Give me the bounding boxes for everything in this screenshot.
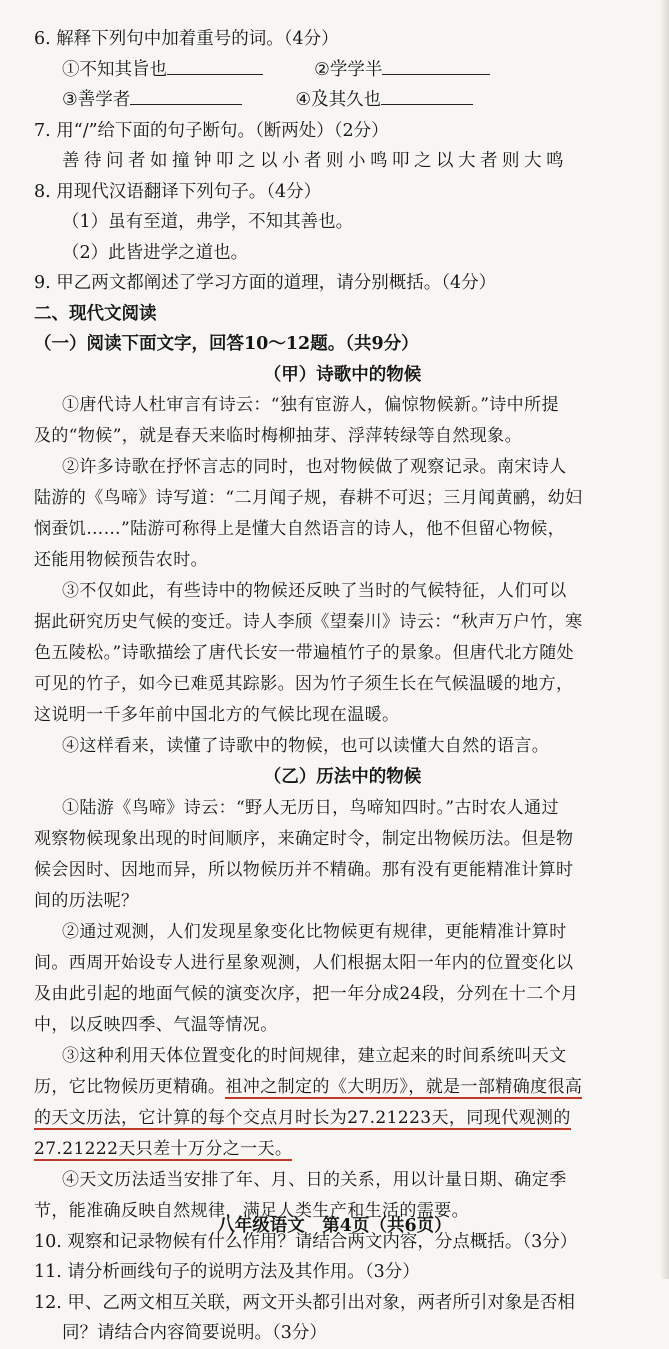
yi-p1-l2: 观察物候现象出现的时间顺序，来确定时令，制定出物候历法。但是物 xyxy=(34,828,574,849)
yi-p1-l4: 间的历法呢？ xyxy=(34,890,139,911)
q6-item1: ①不知其旨也 xyxy=(62,59,167,80)
yi-p4-l2: 节，能准确反映自然规律，满足人类生产和生活的需要。 xyxy=(34,1200,469,1221)
jia-title: （甲）诗歌中的物候 xyxy=(263,364,422,385)
jia-p3-l3: 色五陵松。”诗歌描绘了唐代长安一带遍植竹子的景象。但唐代北方随处 xyxy=(34,643,574,663)
jia-p3-l5: 这说明一千多年前中国北方的气候比现在温暖。 xyxy=(34,705,400,725)
q6-item4: ④及其久也 xyxy=(295,90,382,110)
q7-stem: 7. 用“/”给下面的句子断句。（断两处）（2分） xyxy=(34,120,389,141)
q11-stem: 11. 请分析画线句子的说明方法及其作用。（3分） xyxy=(34,1262,420,1282)
yi-p2-l4: 中，以反映四季、气温等情况。 xyxy=(34,1014,278,1035)
jia-p3-l4: 可见的竹子，如今已难觅其踪影。因为竹子须生长在气候温暖的地方， xyxy=(34,674,574,694)
section2-heading: 二、现代文阅读 xyxy=(34,303,157,324)
q12-stem-l1: 12. 甲、乙两文相互关联，两文开头都引出对象，两者所引对象是否相 xyxy=(34,1292,575,1313)
yi-p3-l2: 历，它比物候历更精确。祖冲之制定的《大明历》，就是一部精确度很高 xyxy=(34,1076,583,1097)
answer-blank[interactable] xyxy=(130,86,242,105)
page-edge-shadow xyxy=(661,0,669,1279)
answer-blank[interactable] xyxy=(382,56,490,75)
part1-instruction: （一）阅读下面文字，回答10～12题。（共9分） xyxy=(34,334,419,354)
yi-title: （乙）历法中的物候 xyxy=(263,767,422,787)
jia-p3-l2: 据此研究历史气候的变迁。诗人李颀《望秦川》诗云：“秋声万户竹，寒 xyxy=(34,612,583,632)
yi-p1-l1: ①陆游《鸟啼》诗云：“野人无历日，鸟啼知四时。”古时农人通过 xyxy=(62,797,559,818)
q12-stem-l2: 同？请结合内容简要说明。（3分） xyxy=(62,1323,327,1343)
yi-p3-l3 xyxy=(34,1103,651,1134)
jia-p4-l1: ④这样看来，读懂了诗歌中的物候，也可以读懂大自然的语言。 xyxy=(62,736,550,756)
yi-p2-l2: 间。西周开始设专人进行星象观测，人们根据太阳一年内的位置变化以 xyxy=(34,952,574,973)
answer-blank[interactable] xyxy=(167,56,263,75)
yi-p4-l1: ④天文历法适当安排了年、月、日的关系，用以计量日期、确定季 xyxy=(62,1169,567,1190)
q10-stem: 10. 观察和记录物候有什么作用？请结合两文内容，分点概括。（3分） xyxy=(34,1231,578,1252)
q6-item2: ②学学半 xyxy=(314,59,383,80)
yi-p1-l3: 候会因时、因地而异，所以物候历并不精确。那有没有更能精准计算时 xyxy=(34,859,574,880)
q8-sentence1: （1）虽有至道，弗学，不知其善也。 xyxy=(62,212,354,232)
q7-text: 善待问者如撞钟叩之以小者则小鸣叩之以大者则大鸣 xyxy=(62,151,568,171)
yi-p3-l4 xyxy=(34,1134,651,1165)
q6-items-row2 xyxy=(34,85,651,116)
yi-p3-l1: ③这种利用天体位置变化的时间规律，建立起来的时间系统叫天文 xyxy=(62,1045,567,1066)
yi-p2-l3: 及由此引起的地面气候的演变次序，把一年分成24段，分列在十二个月 xyxy=(34,983,579,1004)
jia-p1-l2: 及的“物候”，就是春天来临时梅柳抽芽、浮萍转绿等自然现象。 xyxy=(34,426,522,446)
yi-p2-l1: ②通过观测，人们发现星象变化比物候更有规律，更能精准计算时 xyxy=(62,921,567,942)
q6-stem: 6. 解释下列句中加着重号的词。（4分） xyxy=(34,29,339,49)
underlined-sentence: 的天文历法，它计算的每个交点月时长为27.21223天，同现代观测的 xyxy=(34,1107,571,1128)
jia-p2-l4: 还能用物候预告农时。 xyxy=(34,550,208,570)
q6-items-row1 xyxy=(34,55,651,86)
underlined-sentence: 祖冲之制定的《大明历》，就是一部精确度很高 xyxy=(225,1076,583,1097)
jia-p3-l1: ③不仅如此，有些诗中的物候还反映了当时的气候特征，人们可以 xyxy=(62,581,567,601)
q9-stem: 9. 甲乙两文都阐述了学习方面的道理，请分别概括。（4分） xyxy=(34,273,497,293)
page-footer: 八年级语文 第4页（共6页） xyxy=(217,1216,452,1236)
q6-item3: ③善学者 xyxy=(62,90,131,110)
jia-p2-l1: ②许多诗歌在抒怀言志的同时，也对物候做了观察记录。南宋诗人 xyxy=(62,457,567,477)
q8-sentence2: （2）此皆进学之道也。 xyxy=(62,242,249,263)
jia-p2-l3: 悯蚕饥……”陆游可称得上是懂大自然语言的诗人，他不但留心物候， xyxy=(34,519,566,539)
q8-stem: 8. 用现代汉语翻译下列句子。（4分） xyxy=(34,181,322,202)
jia-p2-l2: 陆游的《鸟啼》诗写道：“二月闻子规，春耕不可迟；三月闻黄鹂，幼妇 xyxy=(34,488,583,508)
underlined-sentence: 27.21222天只差十万分之一天。 xyxy=(34,1138,293,1159)
answer-blank[interactable] xyxy=(381,86,473,105)
jia-p1-l1: ①唐代诗人杜审言有诗云：“独有宦游人，偏惊物候新。”诗中所提 xyxy=(62,395,559,415)
